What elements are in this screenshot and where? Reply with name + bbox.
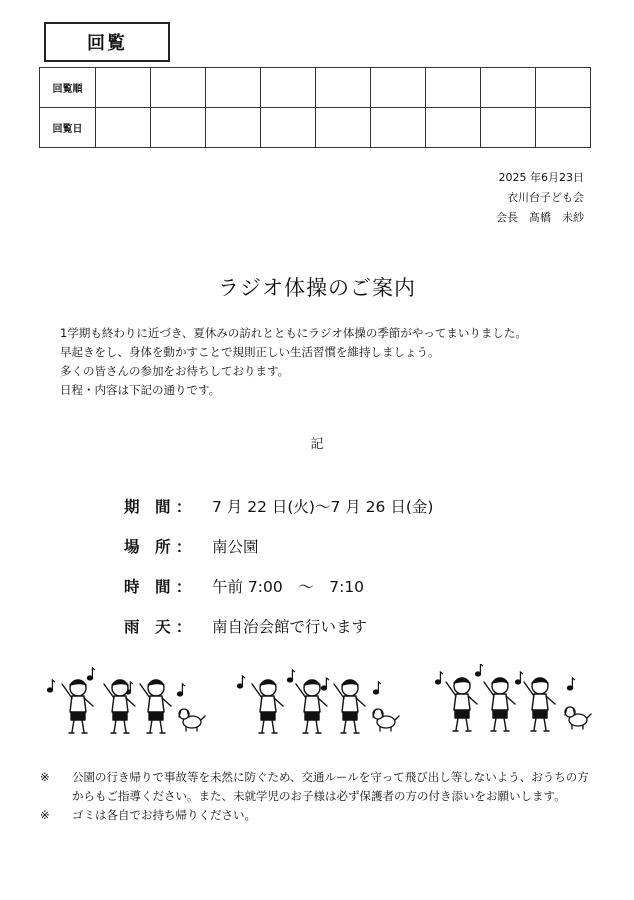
circulation-stamp: [44, 22, 170, 62]
organization-name: 衣川台子ども会: [507, 191, 584, 204]
detail-value: 南自治会館で行います: [212, 618, 368, 636]
intro-line: 早起きをし、身体を動かすことで規則正しい生活習慣を維持しましょう。: [60, 345, 440, 359]
detail-label: 期 間 ：: [124, 498, 192, 516]
table-cell: [371, 108, 426, 148]
note-item: [40, 806, 590, 825]
detail-label: 時 間 ：: [124, 578, 192, 596]
detail-period: [124, 486, 433, 526]
table-cell: [536, 108, 591, 148]
note-mark: ※: [40, 770, 50, 784]
exercise-illustration-left: [40, 664, 210, 738]
table-cell: [481, 68, 536, 108]
table-cell: [96, 68, 151, 108]
table-cell: [426, 68, 481, 108]
detail-value: 南公園: [212, 538, 259, 556]
table-cell: [261, 108, 316, 148]
table-cell: [96, 108, 151, 148]
detail-place: [124, 526, 433, 566]
row-label-date: 回覧日: [40, 108, 96, 148]
note-text: 公園の行き帰りで事故等を未然に防ぐため、交通ルールを守って飛び出し等しないよう、おうちの方からもご指導ください。また、未就学児のお子様は必ず保護者の方の付き添いをお願いします。: [72, 770, 589, 803]
children-exercising-icon: [40, 664, 210, 738]
detail-value: 7 月 22 日(火)～7 月 26 日(金): [212, 498, 434, 516]
exercise-illustration-center: [232, 664, 402, 738]
table-row: [40, 68, 591, 108]
table-cell: [206, 108, 261, 148]
table-cell: [206, 68, 261, 108]
children-exercising-icon: [232, 664, 402, 738]
table-cell: [426, 108, 481, 148]
table-cell: [316, 68, 371, 108]
detail-label: 雨 天 ：: [124, 618, 192, 636]
row-label-order: 回覧順: [40, 68, 96, 108]
children-exercising-icon: [432, 664, 602, 738]
stamp-label: 回覧: [87, 33, 127, 54]
detail-time: [124, 566, 433, 606]
detail-rain: [124, 606, 433, 646]
intro-line: 1学期も終わりに近づき、夏休みの訪れとともにラジオ体操の季節がやってまいりました。: [60, 326, 527, 340]
signer-name: 会長 髙橋 未紗: [496, 211, 584, 224]
table-cell: [261, 68, 316, 108]
table-cell: [536, 68, 591, 108]
intro-paragraph: [60, 324, 527, 400]
event-details: [124, 486, 433, 646]
note-mark: ※: [40, 808, 50, 822]
table-cell: [151, 108, 206, 148]
exercise-illustration-right: [432, 664, 602, 738]
page-title: ラジオ体操のご案内: [218, 276, 416, 300]
issue-date: 2025 年6月23日: [498, 171, 584, 184]
ki-heading: 記: [310, 437, 324, 452]
note-item: [40, 768, 590, 806]
table-cell: [316, 108, 371, 148]
table-cell: [371, 68, 426, 108]
detail-label: 場 所 ：: [124, 538, 192, 556]
table-cell: [151, 68, 206, 108]
notes: [40, 768, 590, 825]
note-text: ゴミは各自でお持ち帰りください。: [72, 808, 256, 822]
table-cell: [481, 108, 536, 148]
intro-line: 多くの皆さんの参加をお待ちしております。: [60, 364, 290, 378]
circulation-table: [39, 67, 591, 148]
intro-line: 日程・内容は下記の通りです。: [60, 383, 221, 397]
document-meta: [496, 168, 584, 228]
detail-value: 午前 7:00 ～ 7:10: [212, 578, 365, 596]
table-row: [40, 108, 591, 148]
